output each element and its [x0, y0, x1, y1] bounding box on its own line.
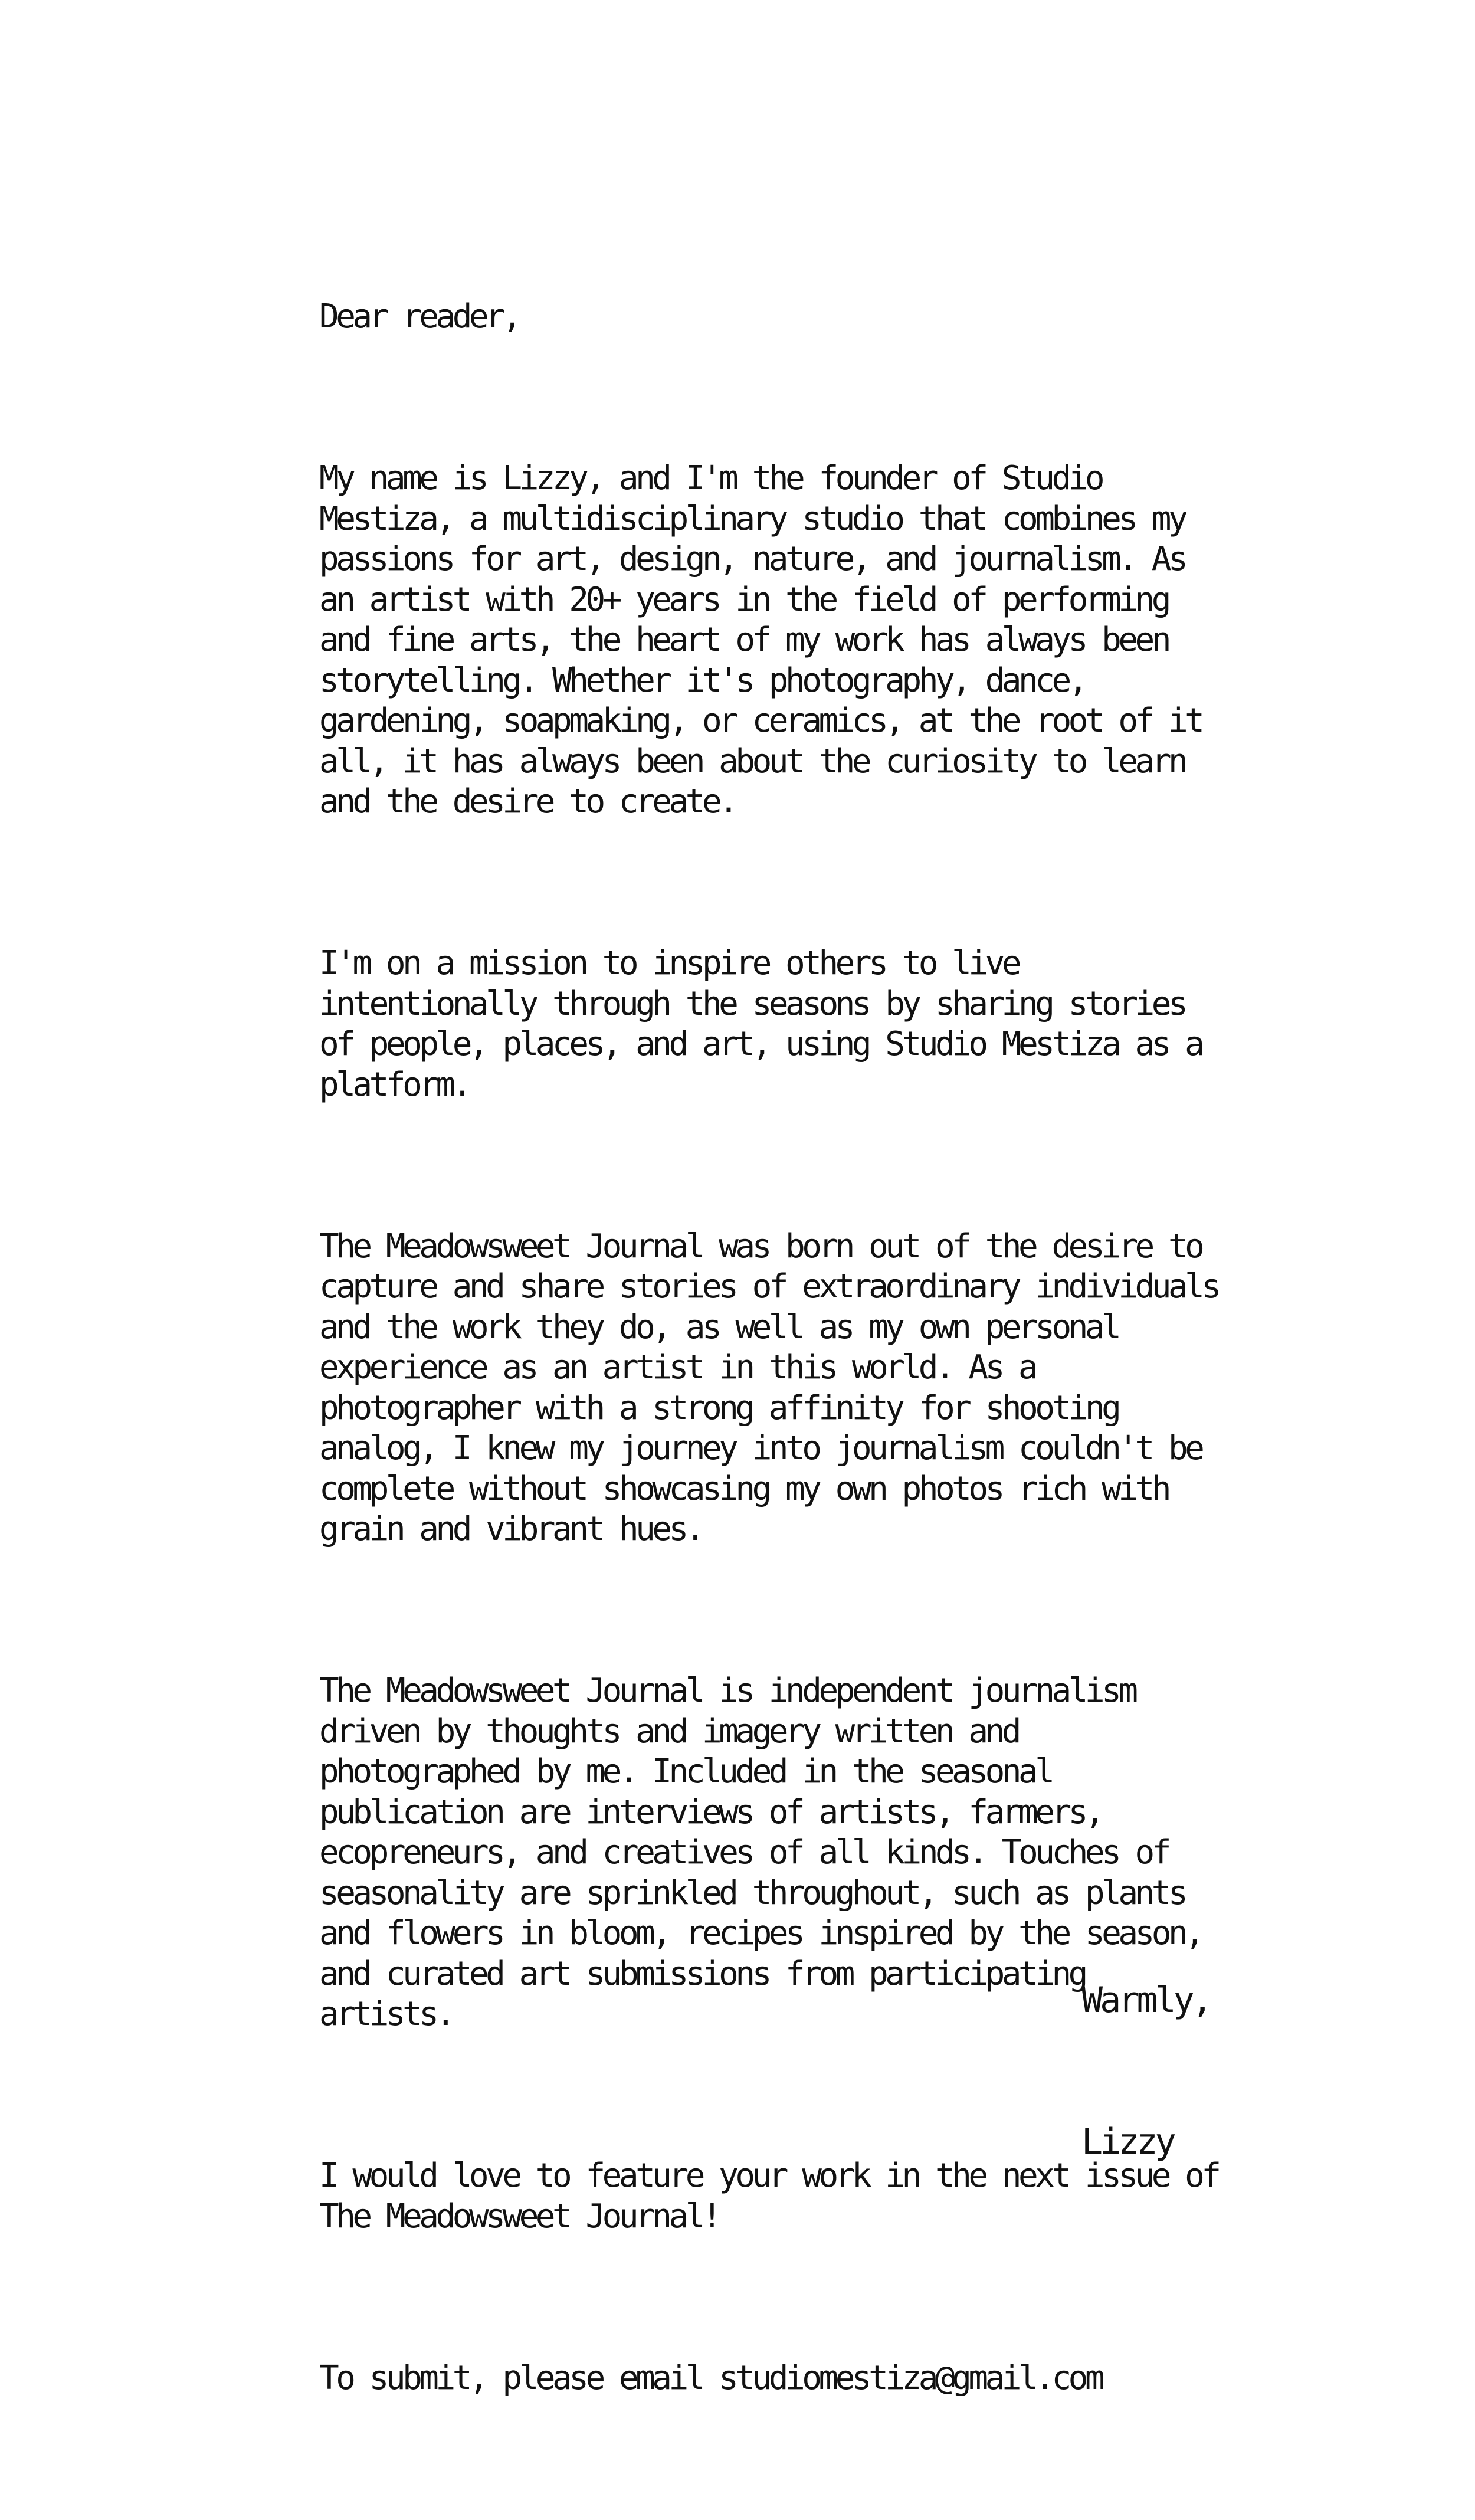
paragraph-invitation: I would love to feature your work in the next issue of The Meadowsweet Journal!	[319, 2157, 1218, 2236]
letter-closing: Warmly,	[1081, 1980, 1210, 2021]
letter-signoff	[1081, 1882, 1210, 2260]
paragraph-journal-description: The Meadowsweet Journal is independent journalism driven by thoughts and imagery written and photographed by me. Included in the seasonal publication are interviews of artists, farmers, ecopreneurs, and creatives of all kinds. Touches of seasonality are sprinkled throughout, such as plants and flowers in bloom, recipes inspired by the season, and curated art submissions from participating artists.	[319, 1672, 1202, 2033]
paragraph-introduction: My name is Lizzy, and I'm the founder of Studio Mestiza, a multidisciplinary studio that combines my passions for art, design, nature, and journalism. As an artist with 20+ years in the field of performing and fine arts, the heart of my work has always been storytelling. Whether it's photography, dance, gardening, soapmaking, or ceramics, at the root of it all, it has always been about the curiosity to learn and the desire to create.	[319, 459, 1202, 821]
letter-signature: Lizzy	[1081, 2121, 1174, 2162]
paragraph-mission: I'm on a mission to inspire others to live intentionally through the seasons by sharing stories of people, places, and art, using Studio Mestiza as a platform.	[319, 944, 1202, 1104]
letter-greeting: Dear reader,	[319, 297, 519, 336]
paragraph-submission: To submit, please email studiomestiza@gmail.com	[319, 2358, 1102, 2397]
paragraph-journal-origin: The Meadowsweet Journal was born out of the desire to capture and share stories of extraordinary individuals and the work they do, as well as my own personal experience as an artist in this world. As a photographer with a strong affinity for shooting analog, I knew my journey into journalism couldn't be complete without showcasing my own photos rich with grain and vibrant hues.	[319, 1227, 1218, 1548]
